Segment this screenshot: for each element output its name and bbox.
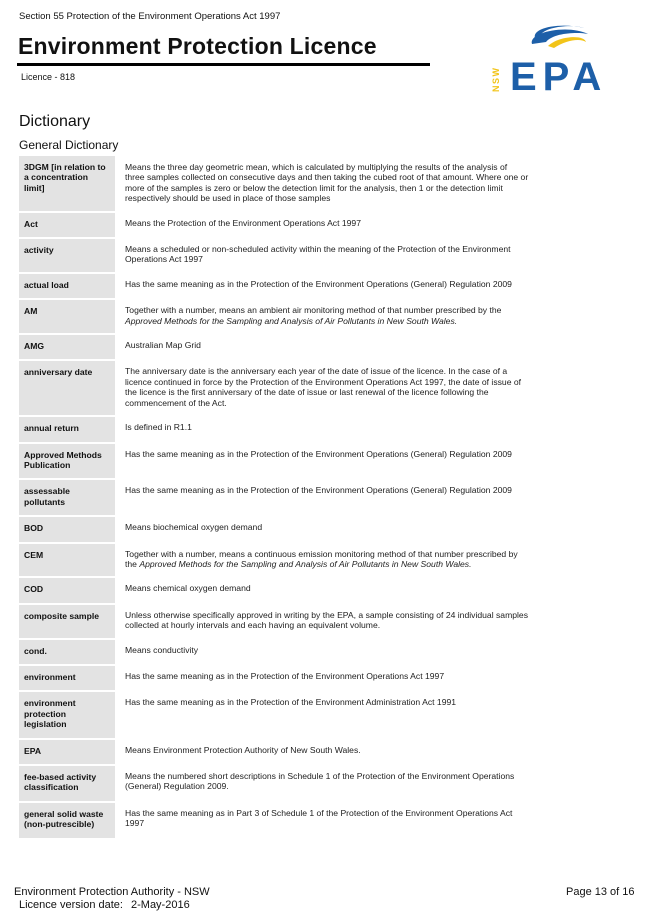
definition-term: annual return — [19, 416, 115, 442]
definition-row — [19, 416, 534, 442]
definition-text — [115, 156, 534, 212]
definition-row — [19, 665, 534, 691]
definition-term: EPA — [19, 739, 115, 765]
definition-term: CEM — [19, 543, 115, 578]
definition-text-body: Together with a number, means an ambient air monitoring method of that number prescribed by the — [125, 305, 502, 316]
definition-row — [19, 802, 534, 839]
definition-text-body: The anniversary date is the anniversary each year of the date of issue of the licence. In the case of a licence continued in force by the Protection of the Environment Operations Act 1997, the date of issue of the licence is the first anniversary of the date of issue or last renewal of the licence following the commencement of the Act. — [125, 366, 522, 408]
section-subheading: General Dictionary — [19, 138, 119, 152]
definition-text-body: Has the same meaning as in the Protection of the Environment Administration Act 1991 — [125, 697, 457, 708]
definition-text — [115, 543, 534, 578]
definition-text — [115, 299, 534, 334]
definition-text-body: Has the same meaning as in the Protection of the Environment Operations (General) Regulation 2009 — [125, 485, 512, 496]
definition-text-body: Means the numbered short descriptions in Schedule 1 of the Protection of the Environment Operations (General) Regulation 2009. — [125, 771, 515, 792]
definition-text-body: Unless otherwise specifically approved in writing by the EPA, a sample consisting of 24 individual samples collected at hourly intervals and each having an equivalent volume. — [125, 609, 528, 631]
definition-row — [19, 238, 534, 273]
definition-row — [19, 765, 534, 802]
definition-text — [115, 238, 534, 273]
definition-term: AM — [19, 299, 115, 334]
definition-row — [19, 739, 534, 765]
definition-text — [115, 334, 534, 360]
definition-row — [19, 299, 534, 334]
definition-term: assessable pollutants — [19, 479, 115, 516]
definition-text-body: Means conductivity — [125, 644, 199, 655]
definition-text — [115, 765, 534, 802]
epa-swoosh-icon — [532, 26, 588, 48]
definition-term: Approved Methods Publication — [19, 443, 115, 480]
definition-term: composite sample — [19, 604, 115, 639]
title-rule — [17, 63, 430, 66]
definition-row — [19, 691, 534, 738]
definition-term: 3DGM [in relation to a concentration limit] — [19, 156, 115, 212]
definition-text-body: Has the same meaning as in Part 3 of Schedule 1 of the Protection of the Environment Operations Act 1997 — [125, 807, 513, 829]
definition-text-body: Means the Protection of the Environment Operations Act 1997 — [125, 217, 361, 228]
footer-version-date: 2-May-2016 — [131, 899, 190, 911]
definition-text-body: Has the same meaning as in the Protection of the Environment Operations (General) Regulation 2009 — [125, 278, 512, 289]
definition-term: Act — [19, 212, 115, 238]
definition-term: actual load — [19, 273, 115, 299]
definition-text-body: Means chemical oxygen demand — [125, 583, 251, 594]
definition-text — [115, 665, 534, 691]
footer-page-number: Page 13 of 16 — [566, 886, 635, 898]
definition-row — [19, 443, 534, 480]
definition-text-body: Together with a number, means a continuous emission monitoring method of that number prescribed by the — [125, 548, 518, 569]
footer-version-label: Licence version date: — [19, 899, 123, 911]
definition-term: general solid waste (non-putrescible) — [19, 802, 115, 839]
definition-text — [115, 479, 534, 516]
definition-text-body: Means biochemical oxygen demand — [125, 522, 263, 533]
definition-row — [19, 360, 534, 416]
definition-term: BOD — [19, 516, 115, 542]
definition-row — [19, 156, 534, 212]
definition-row — [19, 273, 534, 299]
definition-text-body: Is defined in R1.1 — [125, 422, 192, 433]
definition-text — [115, 604, 534, 639]
definition-text — [115, 443, 534, 480]
definition-row — [19, 516, 534, 542]
definition-row — [19, 334, 534, 360]
definition-text-reference: Approved Methods for the Sampling and Analysis of Air Pollutants in New South Wales. — [139, 558, 472, 569]
definition-term: fee-based activity classification — [19, 765, 115, 802]
page-title: Environment Protection Licence — [18, 33, 377, 59]
licence-number: Licence - 818 — [21, 72, 76, 82]
definition-text — [115, 273, 534, 299]
definition-term: AMG — [19, 334, 115, 360]
definition-text-reference: Approved Methods for the Sampling and Analysis of Air Pollutants in New South Wales. — [125, 315, 458, 326]
definition-text — [115, 802, 534, 839]
definition-term: anniversary date — [19, 360, 115, 416]
definition-text-body: Means Environment Protection Authority of New South Wales. — [125, 744, 361, 755]
logo-name: EPA — [510, 55, 608, 98]
section-heading: Dictionary — [19, 113, 91, 130]
definition-text — [115, 639, 534, 665]
definition-text — [115, 691, 534, 738]
definition-text-body: Means a scheduled or non-scheduled activity within the meaning of the Protection of the Environment Operations Act 1997 — [125, 244, 511, 265]
definition-text — [115, 212, 534, 238]
definition-text-body: Has the same meaning as in the Protection of the Environment Operations Act 1997 — [125, 670, 445, 681]
definition-term: activity — [19, 238, 115, 273]
definition-text-body: Has the same meaning as in the Protection of the Environment Operations (General) Regulation 2009 — [125, 448, 512, 459]
definition-text — [115, 577, 534, 603]
definition-row — [19, 604, 534, 639]
definition-row — [19, 543, 534, 578]
definitions-table — [19, 156, 534, 840]
definition-text — [115, 416, 534, 442]
definition-text — [115, 360, 534, 416]
definition-row — [19, 577, 534, 603]
definition-term: cond. — [19, 639, 115, 665]
definition-row — [19, 479, 534, 516]
definition-term: COD — [19, 577, 115, 603]
definition-term: environment — [19, 665, 115, 691]
logo-state: NSW — [491, 66, 501, 92]
definition-text-body: Australian Map Grid — [125, 340, 201, 351]
footer-organisation: Environment Protection Authority - NSW — [14, 886, 210, 898]
definition-text — [115, 739, 534, 765]
definition-text — [115, 516, 534, 542]
section-reference: Section 55 Protection of the Environment Operations Act 1997 — [19, 11, 281, 22]
definition-term: environment protection legislation — [19, 691, 115, 738]
definition-text-body: Means the three day geometric mean, which is calculated by multiplying the results of the analysis of three samples collected on consecutive days and then taking the cubed root of that amount. Where one or more of the samples is zero or below the detection limit for the analysis, then 1 or the detection limit respectively should be used in place of those samples — [125, 162, 529, 204]
definition-row — [19, 639, 534, 665]
epa-logo — [488, 20, 616, 98]
definition-row — [19, 212, 534, 238]
